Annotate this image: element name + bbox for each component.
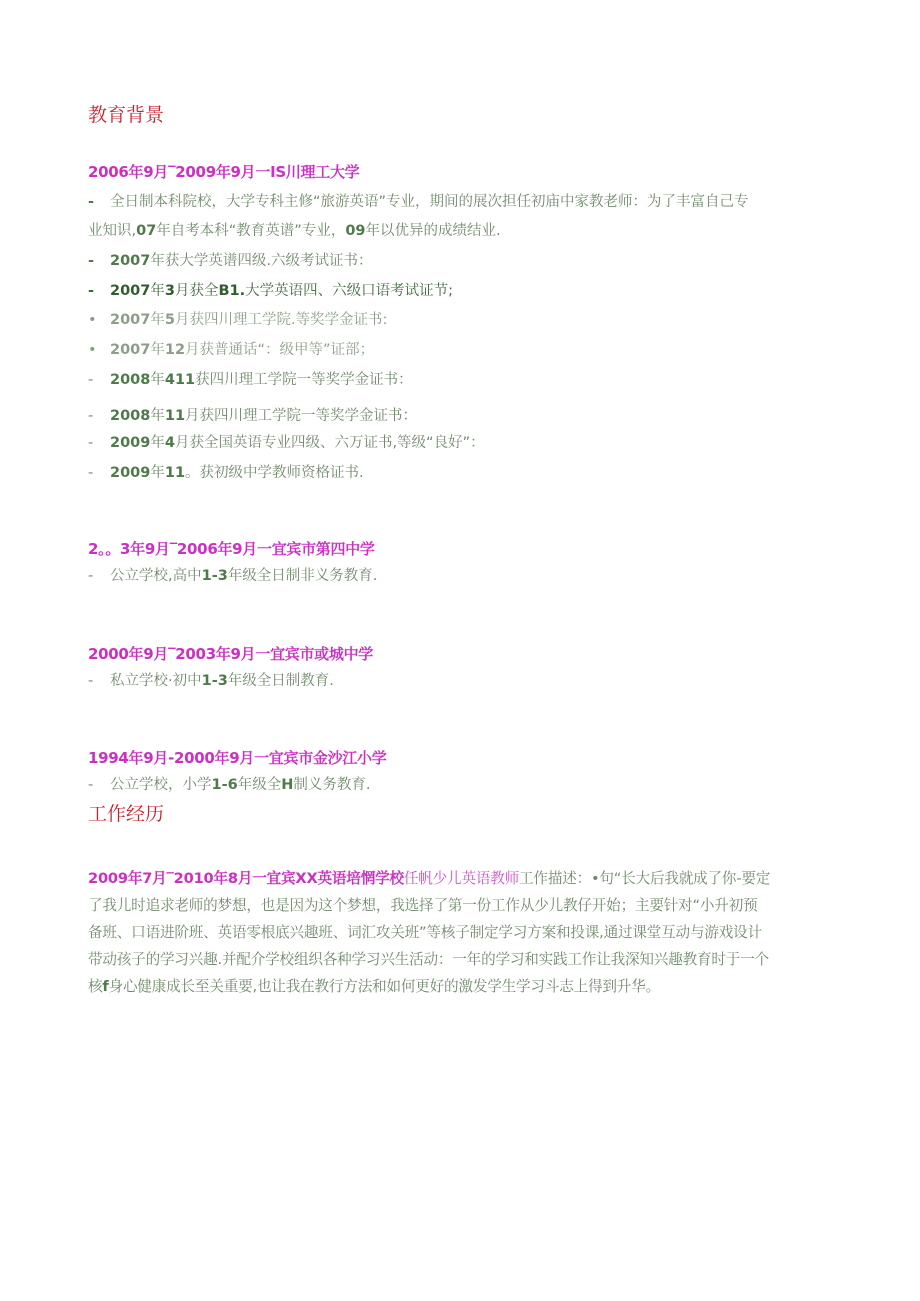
cert-year: 2007 bbox=[110, 253, 151, 269]
bullet: - bbox=[88, 465, 94, 481]
middle-school-desc bbox=[88, 670, 334, 692]
bullet: - bbox=[88, 194, 95, 210]
intro-year-07: 07 bbox=[136, 223, 157, 239]
cert-text: 月获四川理工学院.等奖学金证书: bbox=[174, 312, 388, 328]
desc-text: 制义务教育. bbox=[293, 777, 371, 793]
intro-text-2a: 业知识, bbox=[88, 223, 137, 239]
cert-month: 11 bbox=[164, 465, 186, 481]
cert-item bbox=[88, 309, 387, 331]
intro-text-2e: 年以优异的成绩结业. bbox=[365, 223, 501, 239]
cert-text: 年 bbox=[150, 465, 165, 481]
grade-range: 1-6 bbox=[211, 777, 238, 793]
cert-text: 大学英语四、六级口语考试证节; bbox=[245, 283, 453, 299]
work-bold: f bbox=[102, 978, 109, 995]
intro-text-1: 全日制本科院校，大学专科主修“旅游英语”专业，期间的展次担任初庙中家教老师：为了丰富自己专 bbox=[110, 194, 749, 210]
cert-item bbox=[88, 339, 374, 361]
work-experience-paragraph bbox=[88, 865, 828, 1000]
cert-year: 2008 bbox=[110, 408, 151, 424]
work-role: 任帆少儿英语教师 bbox=[403, 870, 520, 887]
desc-bold: H bbox=[281, 777, 294, 793]
period-middle-school: 2000年9月‾2003年9月一宜宾市或城中学 bbox=[88, 645, 373, 663]
work-line-5 bbox=[88, 973, 828, 1000]
work-text: 核 bbox=[88, 978, 103, 995]
cert-month: 3 bbox=[164, 283, 175, 299]
cert-text: 年 bbox=[150, 435, 165, 451]
cert-text: 月获四川理工学院一等奖学金证书： bbox=[185, 408, 418, 424]
cert-text: 月获全国英语专业四级、六万证书,等级“良好”： bbox=[174, 435, 485, 451]
cert-month: 5 bbox=[164, 312, 175, 328]
cert-text: 月获全 bbox=[174, 283, 219, 299]
bullet: • bbox=[88, 312, 97, 328]
cert-text: 年 bbox=[150, 372, 165, 388]
cert-item bbox=[88, 405, 417, 427]
cert-level: B1. bbox=[218, 283, 246, 299]
cert-item bbox=[88, 250, 372, 272]
cert-item bbox=[88, 369, 413, 391]
bullet: - bbox=[88, 372, 94, 388]
cert-text: 获四川理工学院一等奖学金证书： bbox=[195, 372, 413, 388]
university-intro-line-2 bbox=[88, 220, 501, 242]
grade-range: 1-3 bbox=[201, 568, 228, 584]
desc-text: 年级全 bbox=[237, 777, 282, 793]
cert-text: 。获初级中学教师资格证书. bbox=[185, 465, 364, 481]
bullet: - bbox=[88, 253, 95, 269]
cert-year: 2007 bbox=[110, 283, 151, 299]
work-line-3: 备班、口语进阶班、英语零根底兴趣班、词汇攻关班”等核子制定学习方案和投课,通过课堂互动与游戏设计 bbox=[88, 924, 762, 941]
work-heading: 工作经历 bbox=[88, 803, 165, 825]
desc-text: 年级全日制非义务教育. bbox=[227, 568, 378, 584]
period-primary-school: 1994年9月-2000年9月一宜宾市金沙江小学 bbox=[88, 749, 387, 767]
bullet: - bbox=[88, 777, 94, 793]
work-line-1 bbox=[88, 865, 828, 892]
bullet: - bbox=[88, 283, 95, 299]
cert-item bbox=[88, 462, 364, 484]
desc-text: 公立学校,高中 bbox=[110, 568, 202, 584]
primary-school-desc bbox=[88, 774, 370, 796]
cert-year: 2007 bbox=[110, 312, 151, 328]
cert-month: 411 bbox=[164, 372, 196, 388]
cert-item bbox=[88, 280, 453, 302]
cert-text: 年获大学英谱四级.六级考试证书： bbox=[150, 253, 373, 269]
university-intro-line-1 bbox=[88, 191, 749, 213]
intro-text-2c: 年自考本科“教育英谱”专业， bbox=[156, 223, 346, 239]
cert-year: 2007 bbox=[110, 342, 151, 358]
bullet: - bbox=[88, 435, 94, 451]
period-high-school: 2。。3年9月‾2006年9月一宜宾市第四中学 bbox=[88, 540, 375, 558]
work-line-4: 带动孩子的学习兴趣.并配介学校组织各种学习兴生活动：一年的学习和实践工作让我深知兴趣教育时于一个 bbox=[88, 951, 769, 968]
desc-text: 公立学校，小学 bbox=[110, 777, 212, 793]
cert-month: 12 bbox=[164, 342, 186, 358]
cert-month: 11 bbox=[164, 408, 186, 424]
grade-range: 1-3 bbox=[201, 673, 228, 689]
cert-text: 年 bbox=[150, 312, 165, 328]
cert-text: 年 bbox=[150, 342, 165, 358]
work-period: 2009年7月‾2010年8月一宜宾XX英语培惘学校 bbox=[88, 870, 404, 887]
cert-text: 年 bbox=[150, 283, 165, 299]
cert-year: 2009 bbox=[110, 465, 151, 481]
cert-text: 年 bbox=[150, 408, 165, 424]
work-desc: 工作描述：•句“长大后我就成了你-要定 bbox=[519, 870, 771, 887]
bullet: - bbox=[88, 408, 94, 424]
bullet: - bbox=[88, 673, 94, 689]
high-school-desc bbox=[88, 565, 377, 587]
work-line-2: 了我儿时追求老师的梦想，也是因为这个梦想，我选择了第一份工作从少儿教仔开始；主要针对“小升初预 bbox=[88, 897, 758, 914]
education-heading: 教育背景 bbox=[88, 104, 165, 126]
desc-text: 私立学校·初中 bbox=[110, 673, 202, 689]
cert-text: 月获普通话“：级甲等”证部； bbox=[185, 342, 375, 358]
cert-month: 4 bbox=[164, 435, 175, 451]
bullet: - bbox=[88, 568, 94, 584]
desc-text: 年级全日制教育. bbox=[227, 673, 334, 689]
bullet: • bbox=[88, 342, 97, 358]
intro-year-09: 09 bbox=[345, 223, 366, 239]
period-university: 2006年9月‾2009年9月一IS川理工大学 bbox=[88, 163, 360, 181]
cert-item bbox=[88, 432, 485, 454]
cert-year: 2009 bbox=[110, 435, 151, 451]
cert-year: 2008 bbox=[110, 372, 151, 388]
work-text: 身心健康成长至关重要,也让我在教行方法和如何更好的激发学生学习斗志上得到升华。 bbox=[108, 978, 660, 995]
